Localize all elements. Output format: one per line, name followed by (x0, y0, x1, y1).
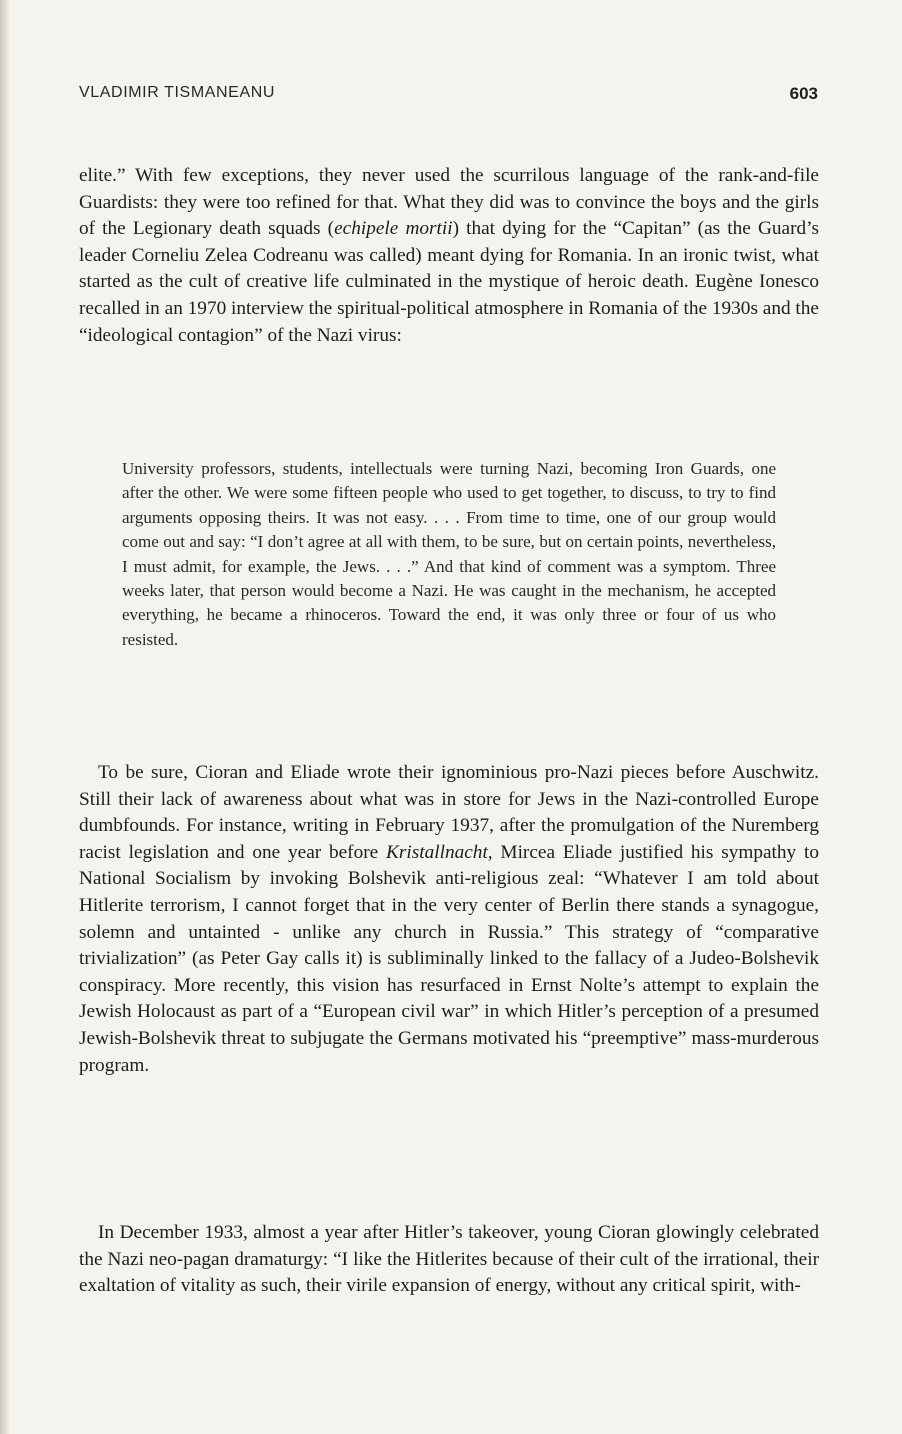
body-paragraph-3 (79, 760, 819, 1079)
paragraph-3-italic: Kristallnacht, (386, 841, 493, 863)
paragraph-1-italic: echipele mortii (334, 218, 453, 240)
body-paragraph-1 (79, 163, 819, 349)
paragraph-3-text: To be sure, Cioran and Eliade wrote their ignominious pro-Nazi pieces before Auschwitz. Still their lack of awareness about what was in store for Jews in the Nazi-controlled Europe dumbfounds. For instance, writing in February 1937, after the promulgation of the Nuremberg racist legislation and one year before (79, 762, 819, 863)
page-number: 603 (789, 84, 818, 103)
page-header (79, 84, 818, 108)
body-paragraph-4: In December 1933, almost a year after Hitler’s takeover, young Cioran glowingly celebrated the Nazi neo-pagan dramaturgy: “I like the Hitlerites because of their cult of the irrational, their exaltation of vitality as such, their virile expansion of energy, without any critical spirit, with- (79, 1222, 819, 1297)
paragraph-3-text-cont: Mircea Eliade justified his sympathy to National Socialism by invoking Bolshevik anti-religious zeal: “Whatever I am told about Hitlerite terrorism, I cannot forget that in the very center of Berlin there stands a synagogue, solemn and untainted - unlike any church in Russia.” This strategy of “comparative trivialization” (as Peter Gay calls it) is subliminally linked to the fallacy of a Judeo-Bolshevik conspiracy. More recently, this vision has resurfaced in Ernst Nolte’s attempt to explain the Jewish Holocaust as part of a “European civil war” in which Hitler’s perception of a presumed Jewish-Bolshevik threat to subjugate the Germans motivated his “preemptive” mass-murderous program. (79, 841, 819, 1076)
running-head: VLADIMIR TISMANEANU (79, 84, 276, 101)
page-edge-shadow (0, 0, 10, 1434)
paragraph-1-text-cont: ) that dying for the “Capitan” (as the Guard’s leader Corneliu Zelea Codreanu was called) meant dying for Romania. In an ironic twist, what started as the cult of creative life culminated in the mystique of heroic death. Eugène Ionesco recalled in an 1970 interview the spiritual-political atmosphere in Romania of the 1930s and the “ideological contagion” of the Nazi virus: (79, 218, 819, 346)
paragraph-1-text: elite.” With few exceptions, they never used the scurrilous language of the rank-and-file Guardists: they were too refined for that. What they did was to convince the boys and the girls of the Legionary death squads ( (79, 165, 819, 240)
block-quote: University professors, students, intellectuals were turning Nazi, becoming Iron Guards, one after the other. We were some fifteen people who used to get together, to discuss, to try to find arguments opposing theirs. It was not easy. . . . From time to time, one of our group would come out and say: “I don’t agree at all with them, to be sure, but on certain points, nevertheless, I must admit, for example, the Jews. . . .” And that kind of comment was a symptom. Three weeks later, that person would become a Nazi. He was caught in the mechanism, he accepted everything, he became a rhinoceros. Toward the end, it was only three or four of us who resisted. (122, 459, 776, 649)
